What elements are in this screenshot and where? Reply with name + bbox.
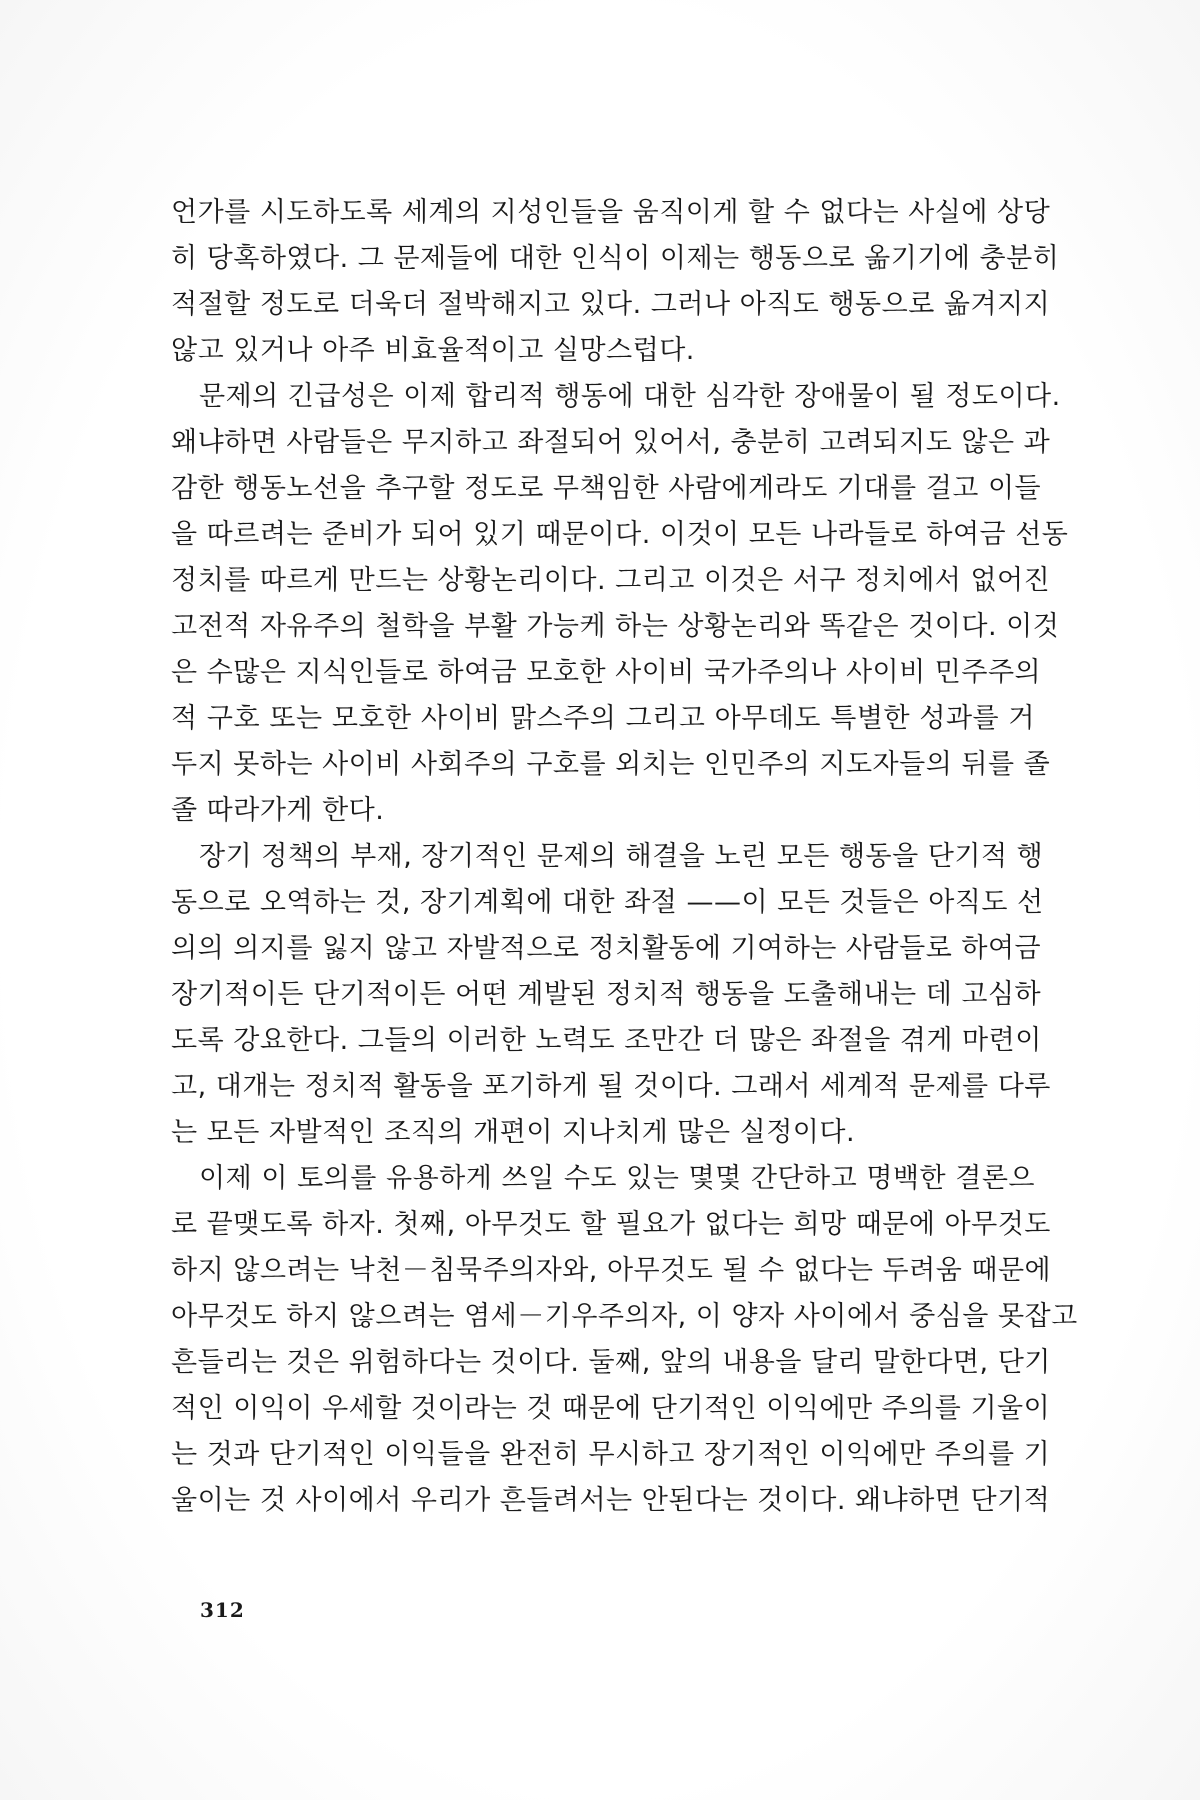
text-line: 언가를 시도하도록 세계의 지성인들을 움직이게 할 수 없다는 사실에 상당 bbox=[171, 197, 1051, 228]
paragraph bbox=[171, 1156, 1078, 1524]
text-line: 적인 이익이 우세할 것이라는 것 때문에 단기적인 이익에만 주의를 기울이 bbox=[171, 1393, 1051, 1424]
text-line: 졸 따라가게 한다. bbox=[171, 795, 385, 826]
paragraph bbox=[171, 374, 1069, 834]
body-text bbox=[171, 190, 1078, 1524]
text-line: 않고 있거나 아주 비효율적이고 실망스럽다. bbox=[171, 335, 695, 366]
text-line: 을 따르려는 준비가 되어 있기 때문이다. 이것이 모든 나라들로 하여금 선동 bbox=[171, 519, 1069, 550]
text-line: 동으로 오역하는 것, 장기계획에 대한 좌절 ——이 모든 것들은 아직도 선 bbox=[171, 887, 1044, 918]
text-line: 장기 정책의 부재, 장기적인 문제의 해결을 노린 모든 행동을 단기적 행 bbox=[199, 841, 1044, 872]
text-line: 왜냐하면 사람들은 무지하고 좌절되어 있어서, 충분히 고려되지도 않은 과 bbox=[171, 427, 1051, 458]
text-line: 울이는 것 사이에서 우리가 흔들려서는 안된다는 것이다. 왜냐하면 단기적 bbox=[171, 1485, 1051, 1516]
text-line: 도록 강요한다. 그들의 이러한 노력도 조만간 더 많은 좌절을 겪게 마련이 bbox=[171, 1025, 1042, 1056]
text-line: 는 것과 단기적인 이익들을 완전히 무시하고 장기적인 이익에만 주의를 기 bbox=[171, 1439, 1051, 1470]
text-line: 두지 못하는 사이비 사회주의 구호를 외치는 인민주의 지도자들의 뒤를 졸 bbox=[171, 749, 1051, 780]
paragraph bbox=[171, 834, 1051, 1156]
text-line: 아무것도 하지 않으려는 염세－기우주의자, 이 양자 사이에서 중심을 못잡고 bbox=[171, 1301, 1078, 1332]
text-line: 감한 행동노선을 추구할 정도로 무책임한 사람에게라도 기대를 걸고 이들 bbox=[171, 473, 1042, 504]
text-line: 히 당혹하였다. 그 문제들에 대한 인식이 이제는 행동으로 옮기기에 충분히 bbox=[171, 243, 1060, 274]
text-line: 이제 이 토의를 유용하게 쓰일 수도 있는 몇몇 간단하고 명백한 결론으 bbox=[199, 1163, 1035, 1194]
text-line: 정치를 따르게 만드는 상황논리이다. 그리고 이것은 서구 정치에서 없어진 bbox=[171, 565, 1051, 596]
text-line: 문제의 긴급성은 이제 합리적 행동에 대한 심각한 장애물이 될 정도이다. bbox=[199, 381, 1061, 412]
text-line: 고전적 자유주의 철학을 부활 가능케 하는 상황논리와 똑같은 것이다. 이것 bbox=[171, 611, 1060, 642]
paragraph bbox=[171, 190, 1060, 374]
text-line: 장기적이든 단기적이든 어떤 계발된 정치적 행동을 도출해내는 데 고심하 bbox=[171, 979, 1042, 1010]
text-line: 로 끝맺도록 하자. 첫째, 아무것도 할 필요가 없다는 희망 때문에 아무것도 bbox=[171, 1209, 1051, 1240]
text-line: 의의 의지를 잃지 않고 자발적으로 정치활동에 기여하는 사람들로 하여금 bbox=[171, 933, 1042, 964]
text-line: 는 모든 자발적인 조직의 개편이 지나치게 많은 실정이다. bbox=[171, 1117, 856, 1148]
text-line: 흔들리는 것은 위험하다는 것이다. 둘째, 앞의 내용을 달리 말한다면, 단기 bbox=[171, 1347, 1051, 1378]
page-number: 312 bbox=[200, 1598, 245, 1622]
text-line: 하지 않으려는 낙천－침묵주의자와, 아무것도 될 수 없다는 두려움 때문에 bbox=[171, 1255, 1052, 1286]
text-line: 적절할 정도로 더욱더 절박해지고 있다. 그러나 아직도 행동으로 옮겨지지 bbox=[171, 289, 1051, 320]
text-line: 은 수많은 지식인들로 하여금 모호한 사이비 국가주의나 사이비 민주주의 bbox=[171, 657, 1042, 688]
text-line: 고, 대개는 정치적 활동을 포기하게 될 것이다. 그래서 세계적 문제를 다루 bbox=[171, 1071, 1051, 1102]
text-line: 적 구호 또는 모호한 사이비 맑스주의 그리고 아무데도 특별한 성과를 거 bbox=[171, 703, 1035, 734]
